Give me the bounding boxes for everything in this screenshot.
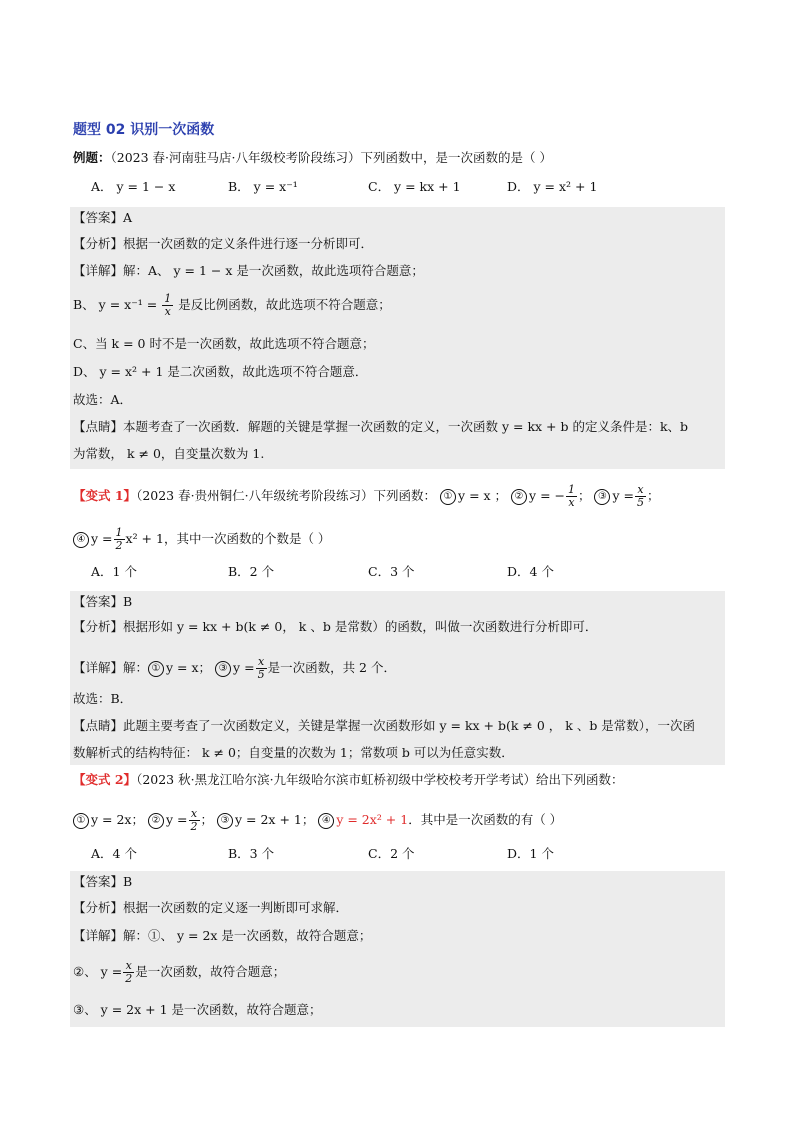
circled-1: ① — [73, 813, 89, 829]
variant1-detail: 【详解】解： ① y = x； ③ y = $\frac{x}{5}$ 是一次函数，共 2 个． — [73, 655, 396, 681]
fraction: $\frac{1}{x}$ — [164, 292, 172, 318]
example-option-d: D． y = x² + 1 — [507, 179, 598, 194]
variant2-functions: ① y = 2x； ② y = $\frac{x}{2}$ ； ③ y = 2x + 1； ④ y = 2x² + 1．其中是一次函数的有（ ） — [73, 808, 562, 833]
example-question — [73, 150, 552, 166]
variant1-option-b: B．2 个 — [228, 564, 275, 579]
variant1-choice: 故选：B． — [73, 691, 133, 706]
example-option-b: B． y = x⁻¹ — [228, 179, 298, 194]
variant2-option-c: C．2 个 — [368, 846, 415, 861]
variant2-options — [91, 846, 554, 862]
highlighted-function: y = 2x² + 1 — [336, 812, 409, 827]
example-option-c: C． y = kx + 1 — [368, 179, 461, 194]
example-option-a: A． y = 1 − x — [91, 179, 176, 194]
section-title: 题型 02 识别一次函数 — [73, 122, 215, 138]
variant1-option-c: C．3 个 — [368, 564, 415, 579]
fraction: $\frac{x}{5}$ — [257, 655, 265, 681]
circled-3: ③ — [217, 813, 233, 829]
fraction: $\frac{x}{2}$ — [190, 807, 198, 833]
variant2-analysis: 【分析】根据一次函数的定义逐一判断即可求解． — [73, 900, 349, 915]
circled-2: ② — [511, 489, 527, 505]
variant1-question-cont: ④ y = $\frac{1}{2}$ x² + 1，其中一次函数的个数是（ ） — [73, 527, 330, 552]
example-choice: 故选：A． — [73, 392, 133, 407]
variant2-label: 【变式 2】 — [73, 772, 137, 787]
fraction: $\frac{x}{5}$ — [637, 483, 644, 509]
variant2-detail-3: ③、 y = 2x + 1 是一次函数，故符合题意； — [73, 1002, 322, 1017]
variant2-option-d: D．1 个 — [507, 846, 554, 861]
example-comment-2: 为常数， k ≠ 0，自变量次数为 1. — [73, 446, 265, 461]
variant2-answer: 【答案】B — [73, 874, 133, 889]
variant1-comment-2: 数解析式的结构特征： k ≠ 0；自变量的次数为 1；常数项 b 可以为任意实数． — [73, 745, 514, 760]
variant2-option-b: B．3 个 — [228, 846, 275, 861]
example-label: 例题： — [73, 150, 111, 165]
variant1-answer: 【答案】B — [73, 594, 133, 609]
circled-3: ③ — [215, 661, 231, 677]
variant1-question: 【变式 1】（2023 春·贵州铜仁·八年级统考阶段练习）下列函数： ① y = x ； ② y = − $\frac{1}{x}$ ； ③ y = $\frac{x}{5}$ ； — [73, 483, 660, 509]
example-answer: 【答案】A — [73, 210, 133, 225]
variant1-option-d: D．4 个 — [507, 564, 554, 579]
example-detail-b: B、 y = x⁻¹ = $\frac{1}{x}$ 是反比例函数，故此选项不符合题意； — [73, 292, 391, 318]
variant2-option-a: A．4 个 — [91, 846, 137, 861]
variant2-question: 【变式 2】（2023 秋·黑龙江哈尔滨·九年级哈尔滨市虹桥初级中学校校考开学考试）给出下列函数： — [73, 772, 624, 787]
variant1-analysis: 【分析】根据形如 y = kx + b(k ≠ 0， k 、b 是常数）的函数，叫做一次函数进行分析即可． — [73, 619, 598, 634]
fraction: $\frac{1}{2}$ — [115, 526, 123, 552]
variant1-option-a: A．1 个 — [91, 564, 137, 579]
variant2-detail-2: ②、 y = $\frac{x}{2}$ 是一次函数，故符合题意； — [73, 959, 286, 985]
variant2-detail-1: 【详解】解：①、 y = 2x 是一次函数，故符合题意； — [73, 928, 372, 943]
example-detail-d: D、 y = x² + 1 是二次函数，故此选项不符合题意． — [73, 364, 368, 379]
circled-1: ① — [148, 661, 164, 677]
example-detail-a: 【详解】解：A、 y = 1 − x 是一次函数，故此选项符合题意； — [73, 263, 424, 278]
circled-3: ③ — [594, 489, 610, 505]
fraction: $\frac{1}{x}$ — [568, 483, 575, 509]
circled-4: ④ — [73, 532, 89, 548]
example-detail-c: C、当 k = 0 时不是一次函数，故此选项不符合题意； — [73, 336, 375, 351]
example-options — [91, 179, 597, 195]
circled-4: ④ — [318, 813, 334, 829]
circled-2: ② — [148, 813, 164, 829]
example-comment-1: 【点睛】本题考查了一次函数．解题的关键是掌握一次函数的定义，一次函数 y = kx + b 的定义条件是：k、b — [73, 419, 689, 434]
fraction: $\frac{x}{2}$ — [125, 959, 133, 985]
variant1-options — [91, 564, 554, 580]
circled-1: ① — [440, 489, 456, 505]
variant1-label: 【变式 1】 — [73, 488, 137, 503]
example-text: （2023 春·河南驻马店·八年级校考阶段练习）下列函数中，是一次函数的是（ ） — [110, 150, 552, 165]
variant1-comment-1: 【点睛】此题主要考查了一次函数定义，关键是掌握一次函数形如 y = kx + b(k ≠ 0 ， k 、b 是常数），一次函 — [73, 718, 696, 733]
example-analysis: 【分析】根据一次函数的定义条件进行逐一分析即可． — [73, 236, 374, 251]
